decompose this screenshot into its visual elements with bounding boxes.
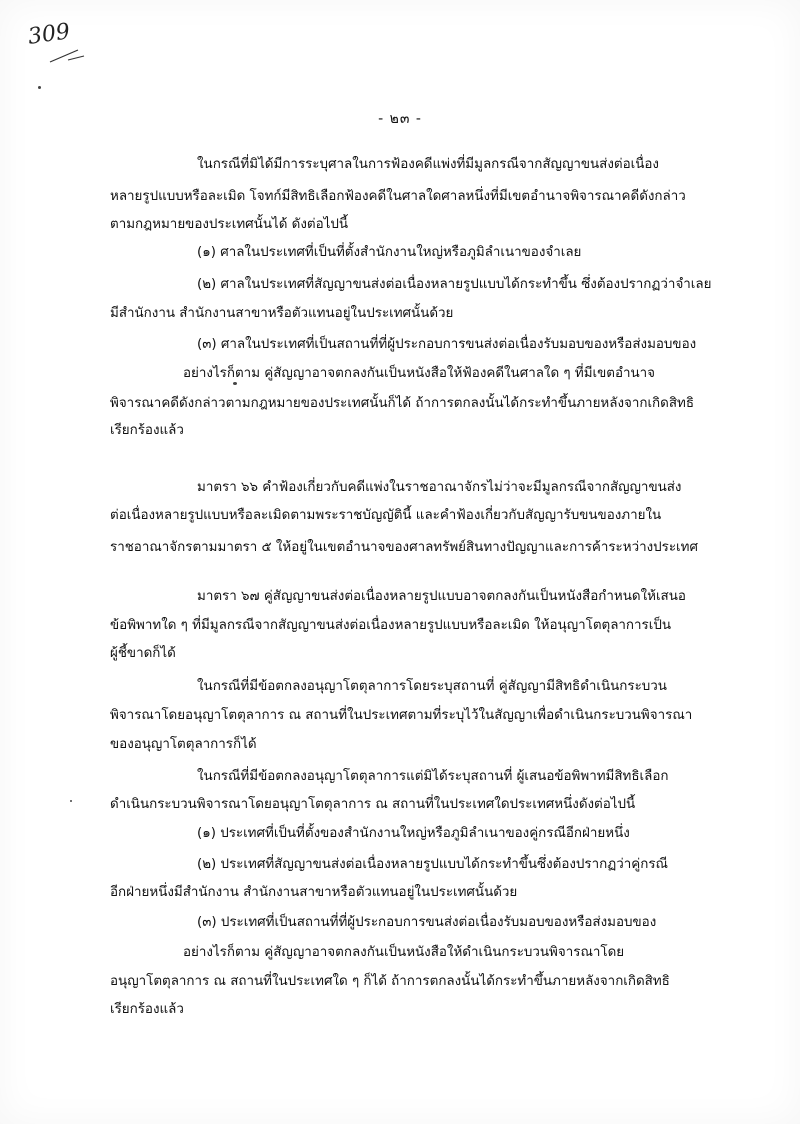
handwritten-mark-icon — [48, 46, 88, 66]
text-line: มีสำนักงาน สำนักงานสาขาหรือตัวแทนอยู่ในประเทศนั้นด้วย — [110, 306, 454, 321]
text-line: อย่างไรก็ตาม คู่สัญญาอาจตกลงกันเป็นหนังสือให้ดำเนินกระบวนพิจารณาโดย — [183, 945, 625, 960]
text-line: ในกรณีที่มิได้มีการระบุศาลในการฟ้องคดีแพ่งที่มีมูลกรณีจากสัญญาขนส่งต่อเนื่อง — [197, 157, 659, 172]
text-line: อนุญาโตตุลาการ ณ สถานที่ในประเทศใด ๆ ก็ได้ ถ้าการตกลงนั้นได้กระทำขึ้นภายหลังจากเกิดสิทธิ — [110, 974, 670, 989]
text-line: เรียกร้องแล้ว — [110, 1002, 184, 1017]
text-line: (๑) ประเทศที่เป็นที่ตั้งของสำนักงานใหญ่หรือภูมิลำเนาของคู่กรณีอีกฝ่ายหนึ่ง — [197, 826, 630, 841]
text-line: ของอนุญาโตตุลาการก็ได้ — [110, 737, 257, 752]
text-line: ราชอาณาจักรตามมาตรา ๕ ให้อยู่ในเขตอำนาจของศาลทรัพย์สินทางปัญญาและการค้าระหว่างประเทศ — [110, 540, 698, 555]
text-line: อย่างไรก็ตาม คู่สัญญาอาจตกลงกันเป็นหนังสือให้ฟ้องคดีในศาลใด ๆ ที่มีเขตอำนาจ — [183, 366, 656, 381]
scan-speck — [38, 86, 41, 89]
text-line: (๒) ศาลในประเทศที่สัญญาขนส่งต่อเนื่องหลายรูปแบบได้กระทำขึ้น ซึ่งต้องปรากฏว่าจำเลย — [197, 277, 712, 292]
text-line: (๓) ประเทศที่เป็นสถานที่ที่ผู้ประกอบการขนส่งต่อเนื่องรับมอบของหรือส่งมอบของ — [197, 915, 657, 930]
handwritten-page-number: 309 — [26, 19, 72, 50]
text-line: พิจารณาโดยอนุญาโตตุลาการ ณ สถานที่ในประเทศตามที่ระบุไว้ในสัญญาเพื่อดำเนินกระบวนพิจารณา — [110, 708, 693, 723]
scan-speck — [70, 800, 72, 802]
text-line: อีกฝ่ายหนึ่งมีสำนักงาน สำนักงานสาขาหรือตัวแทนอยู่ในประเทศนั้นด้วย — [110, 885, 518, 900]
text-line: (๓) ศาลในประเทศที่เป็นสถานที่ที่ผู้ประกอบการขนส่งต่อเนื่องรับมอบของหรือส่งมอบของ — [197, 337, 697, 352]
text-line: พิจารณาคดีดังกล่าวตามกฎหมายของประเทศนั้นก็ได้ ถ้าการตกลงนั้นได้กระทำขึ้นภายหลังจากเกิดสิทธิ — [110, 396, 695, 411]
section-67-heading-line: มาตรา ๖๗ คู่สัญญาขนส่งต่อเนื่องหลายรูปแบบอาจตกลงกันเป็นหนังสือกำหนดให้เสนอ — [197, 589, 686, 604]
text-line: ในกรณีที่มีข้อตกลงอนุญาโตตุลาการแต่มิได้ระบุสถานที่ ผู้เสนอข้อพิพาทมีสิทธิเลือก — [197, 769, 669, 784]
text-line: ตามกฎหมายของประเทศนั้นได้ ดังต่อไปนี้ — [110, 217, 349, 232]
section-66-heading-line: มาตรา ๖๖ คำฟ้องเกี่ยวกับคดีแพ่งในราชอาณาจักรไม่ว่าจะมีมูลกรณีจากสัญญาขนส่ง — [197, 480, 682, 495]
page-number: - ๒๓ - — [378, 111, 422, 127]
text-line: ผู้ชี้ขาดก็ได้ — [110, 646, 176, 661]
text-line: เรียกร้องแล้ว — [110, 423, 184, 438]
text-line: (๒) ประเทศที่สัญญาขนส่งต่อเนื่องหลายรูปแบบได้กระทำขึ้นซึ่งต้องปรากฏว่าคู่กรณี — [197, 857, 668, 872]
text-line: หลายรูปแบบหรือละเมิด โจทก์มีสิทธิเลือกฟ้องคดีในศาลใดศาลหนึ่งที่มีเขตอำนาจพิจารณาคดีดังกล่าว — [110, 189, 686, 204]
text-line: ในกรณีที่มีข้อตกลงอนุญาโตตุลาการโดยระบุสถานที่ คู่สัญญามีสิทธิดำเนินกระบวน — [197, 679, 667, 694]
text-line: ข้อพิพาทใด ๆ ที่มีมูลกรณีจากสัญญาขนส่งต่อเนื่องหลายรูปแบบหรือละเมิด ให้อนุญาโตตุลาการเป็น — [110, 618, 671, 633]
text-line: ต่อเนื่องหลายรูปแบบหรือละเมิดตามพระราชบัญญัตินี้ และคำฟ้องเกี่ยวกับสัญญารับขนของภายใน — [110, 508, 662, 523]
text-line: (๑) ศาลในประเทศที่เป็นที่ตั้งสำนักงานใหญ่หรือภูมิลำเนาของจำเลย — [197, 245, 582, 260]
text-line: ดำเนินกระบวนพิจารณาโดยอนุญาโตตุลาการ ณ สถานที่ในประเทศใดประเทศหนึ่งดังต่อไปนี้ — [110, 797, 636, 812]
